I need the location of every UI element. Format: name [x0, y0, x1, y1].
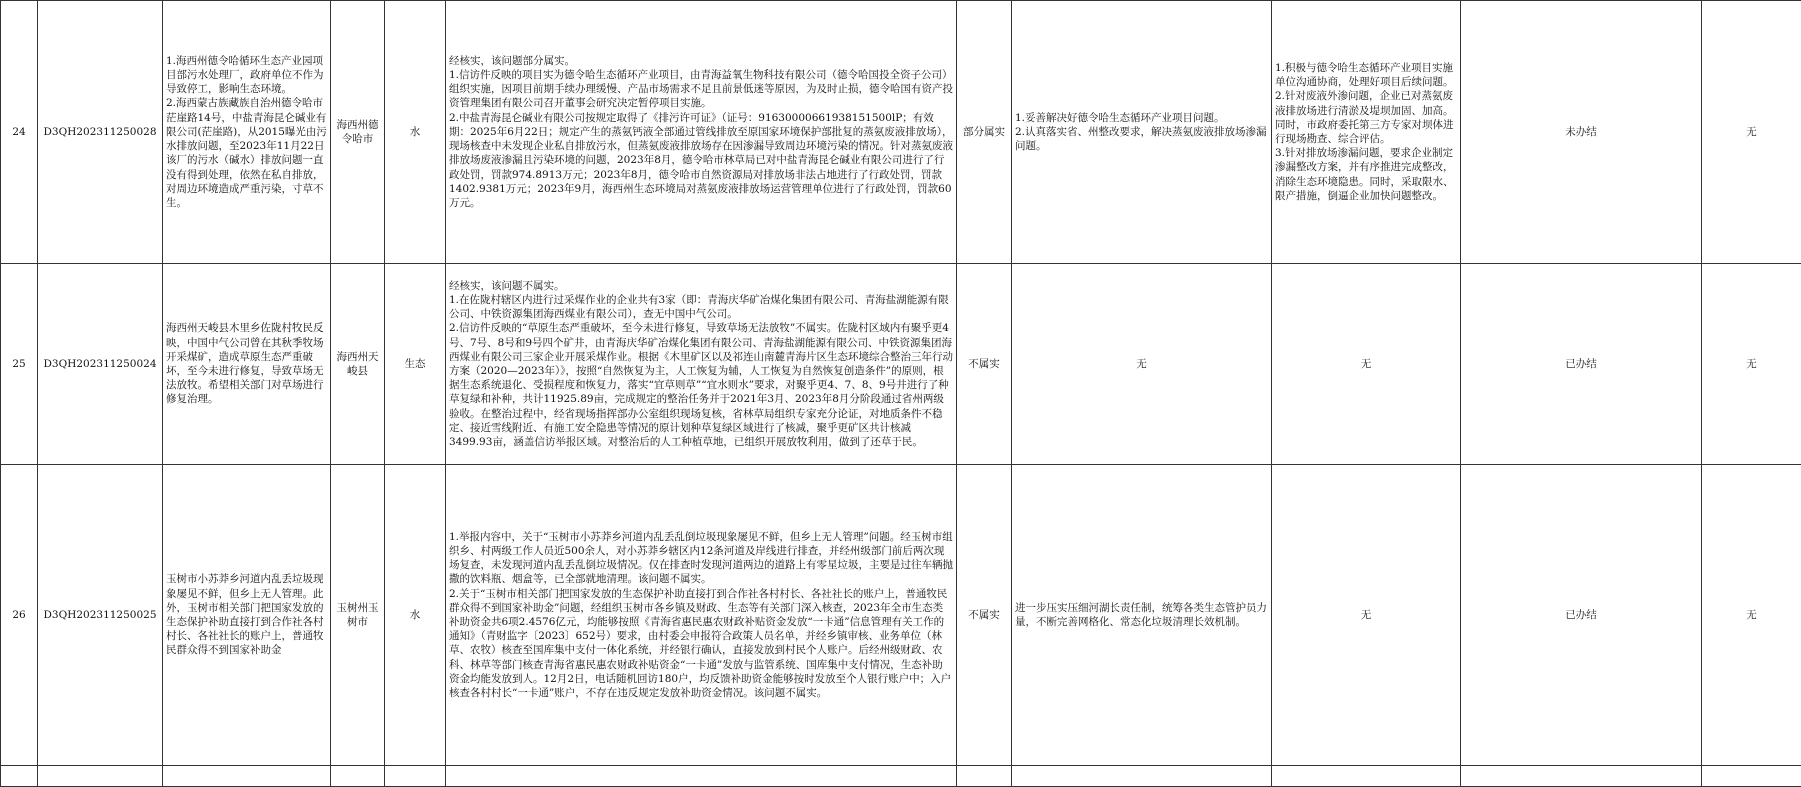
accountability: 无 [1702, 264, 1801, 465]
row-index: 25 [1, 264, 38, 465]
verdict: 部分属实 [957, 1, 1012, 264]
verdict: 不属实 [957, 264, 1012, 465]
empty-cell [1272, 766, 1461, 787]
case-code: D3QH202311250025 [38, 465, 163, 766]
case-code: D3QH202311250024 [38, 264, 163, 465]
accountability: 无 [1702, 465, 1801, 766]
rectification-text: 1.积极与德令哈生态循环产业项目实施单位沟通协商，处理好项目后续问题。 2.针对废液外渗问题，企业已对蒸氨废液排放场进行清淤及堤坝加固、加高。同时，市政府委托第三方专家对坝体进行现场勘查、综合评估。 3.针对排放场渗漏问题，要求企业制定渗漏整改方案，并有序推进完成整改，消除生态环境隐患。同时，采取限水、限产措施，倒逼企业加快问题整改。 [1272, 1, 1461, 264]
row-index: 24 [1, 1, 38, 264]
category: 水 [385, 1, 446, 264]
table-row [1, 264, 1801, 465]
empty-cell [1012, 766, 1272, 787]
table-row [1, 1, 1801, 264]
handling-text: 1.妥善解决好德令哈生态循环产业项目问题。 2.认真落实省、州整改要求，解决蒸氨废液排放场渗漏问题。 [1012, 1, 1272, 264]
case-code: D3QH202311250028 [38, 1, 163, 264]
region: 玉树州玉树市 [331, 465, 385, 766]
empty-cell [1, 766, 38, 787]
rectification-text: 无 [1272, 465, 1461, 766]
status: 未办结 [1461, 1, 1702, 264]
empty-cell [957, 766, 1012, 787]
empty-cell [385, 766, 446, 787]
handling-text: 无 [1012, 264, 1272, 465]
category: 生态 [385, 264, 446, 465]
accountability: 无 [1702, 1, 1801, 264]
verdict: 不属实 [957, 465, 1012, 766]
status: 已办结 [1461, 264, 1702, 465]
table-row-partial [1, 766, 1801, 787]
empty-cell [163, 766, 331, 787]
handling-text: 进一步压实压细河湖长责任制，统筹各类生态管护员力量，不断完善网格化、常态化垃圾清理长效机制。 [1012, 465, 1272, 766]
row-index: 26 [1, 465, 38, 766]
empty-cell [331, 766, 385, 787]
complaint-text: 1.海西州德令哈循环生态产业园项目部污水处理厂，政府单位不作为导致停工，影响生态环境。 2.海西蒙古族藏族自治州德令哈市茫崖路14号，中盐青海昆仑碱业有限公司(茫崖路)，从2015曝光由污水排放问题，至2023年11月22日该厂的污水（碱水）排放问题一直没有得到处理，依然在私自排放，对周边环境造成严重污染，寸草不生。 [163, 1, 331, 264]
complaint-text: 玉树市小苏莽乡河道内乱丢垃圾现象屡见不鲜，但乡上无人管理。此外，玉树市相关部门把国家发放的生态保护补助直接打到合作社各村村长、各社社长的账户上，普通牧民群众得不到国家补助金 [163, 465, 331, 766]
complaint-text: 海西州天峻县木里乡佐陇村牧民反映，中国中气公司曾在其秋季牧场开采煤矿，造成草原生态严重破坏，至今未进行修复，导致草场无法放牧。希望相关部门对草场进行修复治理。 [163, 264, 331, 465]
region: 海西州天峻县 [331, 264, 385, 465]
empty-cell [38, 766, 163, 787]
category: 水 [385, 465, 446, 766]
table-row [1, 465, 1801, 766]
investigation-text: 经核实，该问题不属实。 1.在佐陇村辖区内进行过采煤作业的企业共有3家（即：青海庆华矿冶煤化集团有限公司、青海盐湖能源有限公司、中铁资源集团海西煤业有限公司），查无中国中气公司。 2.信访件反映的“草原生态严重破坏，至今未进行修复，导致草场无法放牧”不属实。佐陇村区域内有聚乎更4号、7号、8号和9号四个矿井，由青海庆华矿冶煤化集团有限公司、青海盐湖能源有限公司、中铁资源集团海西煤业有限公司三家企业开展采煤作业。根据《木里矿区以及祁连山南麓青海片区生态环境综合整治三年行动方案（2020—2023年）》，按照“自然恢复为主，人工恢复为辅，人工恢复为自然恢复创造条件”的原则，根据生态系统退化、受损程度和恢复力，落实“宜草则草”“宜水则水”要求，对聚乎更4、7、8、9号井进行了种草复绿和补种，共计11925.89亩，完成规定的整治任务并于2021年3月、2023年8月分阶段通过省州两级验收。在整治过程中，经省现场指挥部办公室组织现场复核，省林草局组织专家充分论证，对地质条件不稳定、接近雪线附近、有施工安全隐患等情况的原计划种草复绿区域进行了核减，聚乎更矿区共计核减3499.93亩，涵盖信访举报区域。对整治后的人工种植草地，已组织开展放牧利用，做到了还草于民。 [446, 264, 957, 465]
investigation-text: 经核实，该问题部分属实。 1.信访件反映的项目实为德令哈生态循环产业项目，由青海益氧生物科技有限公司（德令哈国投全资子公司）组织实施，因项目前期手续办理缓慢、产品市场需求不足且前景低迷等原因，为及时止损，德令哈国有资产投资管理集团有限公司召开董事会研究决定暂停项目实施。 2.中盐青海昆仑碱业有限公司按规定取得了《排污许可证》（证号：91630000661938151500lP；有效期：2025年6月22日；规定产生的蒸氨钙液全部通过管线排放至原国家环境保护部批复的蒸氨废液排放场），现场核查中未发现企业私自排放污水，但蒸氨废液排放场存在因渗漏导致周边环境污染的情况。针对蒸氨废液排放场废液渗漏且污染环境的问题，2023年8月，德令哈市林草局已对中盐青海昆仑碱业有限公司进行了行政处罚，罚款974.8913万元；2023年8月，德令哈市自然资源局对排放场非法占地进行了行政处罚，罚款1402.9381万元；2023年9月，海西州生态环境局对蒸氨废液排放场运营管理单位进行了行政处罚，罚款60万元。 [446, 1, 957, 264]
status: 已办结 [1461, 465, 1702, 766]
empty-cell [446, 766, 957, 787]
empty-cell [1461, 766, 1702, 787]
region: 海西州德令哈市 [331, 1, 385, 264]
rectification-text: 无 [1272, 264, 1461, 465]
investigation-text: 1.举报内容中，关于“玉树市小苏莽乡河道内乱丢乱倒垃圾现象屡见不鲜，但乡上无人管理”问题。经玉树市组织乡、村两级工作人员近500余人，对小苏莽乡辖区内12条河道及岸线进行排查，并经州级部门前后两次现场复查，未发现河道内乱丢乱倒垃圾情况。仅在排查时发现河道两边的道路上有零星垃圾，主要是过往车辆抛撒的饮料瓶、烟盒等，已全部就地清理。该问题不属实。 2.关于“玉树市相关部门把国家发放的生态保护补助直接打到合作社各村村长、各社社长的账户上，普通牧民群众得不到国家补助金”问题，经组织玉树市各乡镇及财政、生态等有关部门深入核查，2023年全市生态类补助资金共6项2.4576亿元，均能够按照《青海省惠民惠农财政补贴资金发放“一卡通”信息管理有关工作的通知》（青财监字〔2023〕652号）要求，由村委会申报符合政策人员名单，并经乡镇审核、业务单位（林草、农牧）核查至国库集中支付一体化系统，并经银行确认，直接发放到村民个人账户。后经州级财政、农科、林草等部门核查青海省惠民惠农财政补贴资金“一卡通”发放与监管系统、国库集中支付情况，生态补助资金均能发放到人。12月2日，电话随机回访180户，均反馈补助资金能够按时发放至个人银行账户中；入户核查各村村长“一卡通”账户，不存在违反规定发放补助资金情况。该问题不属实。 [446, 465, 957, 766]
empty-cell [1702, 766, 1801, 787]
